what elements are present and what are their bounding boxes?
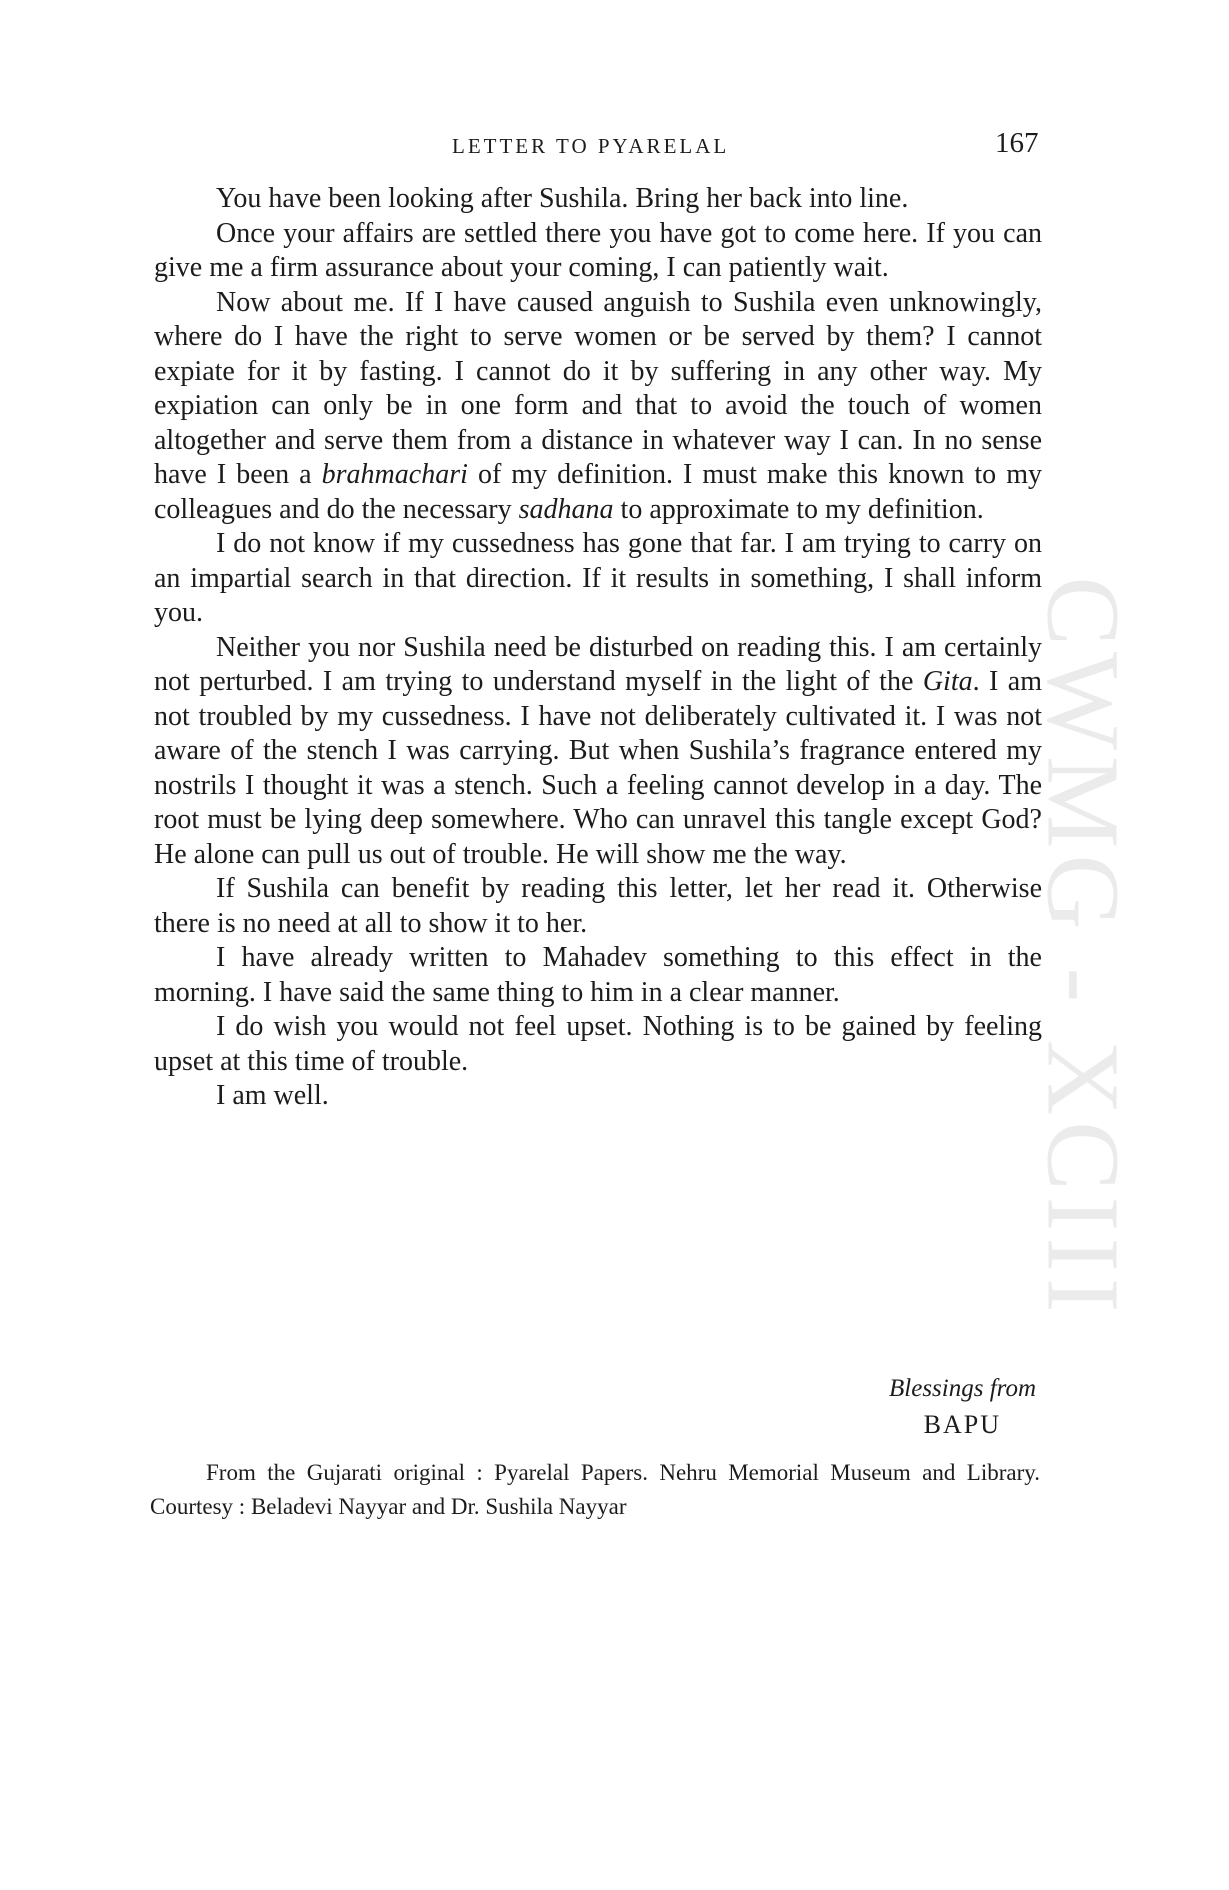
paragraph-text: You have been looking after Sushila. Bring her back into line. (216, 183, 909, 214)
watermark-text: CWMG - XCIII (1025, 575, 1141, 1319)
running-header-title: LETTER TO PYARELAL (452, 134, 730, 158)
paragraph-text: to approximate to my definition. (613, 493, 984, 525)
paragraph-text: If Sushila can benefit by reading this letter, let her read it. Otherwise there is no need at all to show it to her. (154, 873, 1042, 939)
letter-paragraph (154, 872, 1042, 941)
paragraph-text: Neither you nor Sushila need be disturbed on reading this. I am certainly not perturbed. I am trying to understand myself in the light of the (154, 631, 1042, 697)
letter-paragraph (154, 527, 1042, 631)
italic-term: sadhana (518, 493, 614, 525)
page-number: 167 (995, 127, 1039, 159)
letter-paragraph (154, 182, 1042, 217)
paragraph-text: Now about me. If I have caused anguish to Sushila even unknowingly, where do I have the right to serve women or be served by them? I cannot expiate for it by fasting. I cannot do it by suffering in any other way. My expiation can only be in one form and that to avoid the touch of women altogether and serve them from a distance in whatever way I can. In no sense have I been a (154, 286, 1042, 490)
paragraph-text: . I am not troubled by my cussedness. I have not deliberately cultivated it. I was not aware of the stench I was carrying. But when Sushila’s fragrance entered my nostrils I thought it was a stench. Such a feeling cannot develop in a day. The root must be lying deep somewhere. Who can unravel this tangle except God? He alone can pull us out of trouble. He will show me the way. (154, 666, 1042, 870)
closing-signature: BAPU (923, 1410, 1001, 1439)
italic-term: brahmachari (321, 459, 468, 490)
paragraph-text: I am well. (216, 1080, 329, 1111)
paragraph-text: I do wish you would not feel upset. Nothing is to be gained by feeling upset at this time of trouble. (154, 1011, 1042, 1077)
letter-closing (780, 1371, 1036, 1443)
volume-watermark (1025, 452, 1141, 1442)
letter-paragraph (154, 1079, 1042, 1114)
letter-paragraph (154, 1010, 1042, 1079)
letter-paragraph (154, 941, 1042, 1010)
source-footnote: From the Gujarati original : Pyarelal Papers. Nehru Memorial Museum and Library. Courtesy : Beladevi Nayyar and Dr. Sushila Nayyar (150, 1460, 1040, 1519)
closing-blessings: Blessings from (889, 1375, 1036, 1402)
letter-body (154, 182, 1042, 1114)
paragraph-text: Once your affairs are settled there you have got to come here. If you can give me a firm assurance about your coming, I can patiently wait. (154, 217, 1042, 283)
letter-paragraph (154, 217, 1042, 286)
italic-term: Gita (922, 666, 973, 697)
letter-paragraph (154, 631, 1042, 873)
paragraph-text: of my definition. I must make this known to my colleagues and do the necessary (154, 459, 1042, 525)
paragraph-text: I have already written to Mahadev something to this effect in the morning. I have said the same thing to him in a clear manner. (154, 942, 1042, 1008)
letter-paragraph (154, 286, 1042, 528)
paragraph-text: I do not know if my cussedness has gone that far. I am trying to carry on an impartial search in that direction. If it results in something, I shall inform you. (154, 528, 1042, 628)
